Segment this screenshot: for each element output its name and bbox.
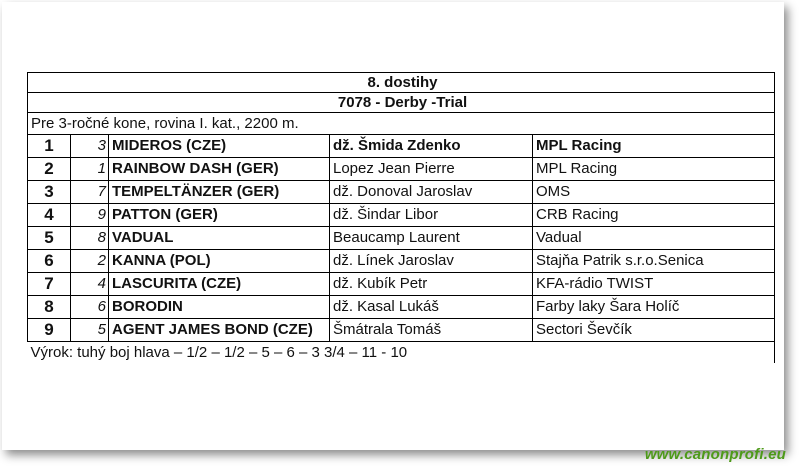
horse-name: LASCURITA (CZE) [109, 273, 330, 296]
owner-name: MPL Racing [533, 135, 775, 158]
start-number: 2 [71, 250, 109, 273]
race-conditions-row [28, 113, 775, 135]
jockey-name: dž. Šmida Zdenko [330, 135, 533, 158]
finish-place: 5 [28, 227, 71, 250]
jockey-name: dž. Šindar Libor [330, 204, 533, 227]
horse-name: TEMPELTÄNZER (GER) [109, 181, 330, 204]
margins-row [28, 342, 775, 364]
start-number: 4 [71, 273, 109, 296]
finish-place: 8 [28, 296, 71, 319]
horse-name: BORODIN [109, 296, 330, 319]
table-row [28, 227, 775, 250]
race-name-title: 7078 - Derby -Trial [28, 93, 775, 113]
table-row [28, 135, 775, 158]
race-number-row [28, 73, 775, 93]
owner-name: MPL Racing [533, 158, 775, 181]
jockey-name: Šmátrala Tomáš [330, 319, 533, 342]
horse-name: MIDEROS (CZE) [109, 135, 330, 158]
watermark-text: www.canonprofi.eu [644, 446, 786, 463]
finish-place: 3 [28, 181, 71, 204]
race-results-table [27, 72, 775, 363]
owner-name: CRB Racing [533, 204, 775, 227]
finish-place: 4 [28, 204, 71, 227]
horse-name: AGENT JAMES BOND (CZE) [109, 319, 330, 342]
jockey-name: Lopez Jean Pierre [330, 158, 533, 181]
race-number-title: 8. dostihy [28, 73, 775, 93]
owner-name: Sectori Ševčík [533, 319, 775, 342]
table-row [28, 250, 775, 273]
table-row [28, 158, 775, 181]
horse-name: KANNA (POL) [109, 250, 330, 273]
finish-place: 2 [28, 158, 71, 181]
start-number: 7 [71, 181, 109, 204]
finish-place: 6 [28, 250, 71, 273]
table-row [28, 204, 775, 227]
start-number: 9 [71, 204, 109, 227]
jockey-name: Beaucamp Laurent [330, 227, 533, 250]
owner-name: OMS [533, 181, 775, 204]
jockey-name: dž. Línek Jaroslav [330, 250, 533, 273]
start-number: 8 [71, 227, 109, 250]
horse-name: PATTON (GER) [109, 204, 330, 227]
jockey-name: dž. Kubík Petr [330, 273, 533, 296]
finish-margins: Výrok: tuhý boj hlava – 1/2 – 1/2 – 5 – 6 – 3 3/4 – 11 - 10 [28, 342, 775, 364]
table-row [28, 319, 775, 342]
table-row [28, 296, 775, 319]
start-number: 1 [71, 158, 109, 181]
owner-name: Stajňa Patrik s.r.o.Senica [533, 250, 775, 273]
horse-name: VADUAL [109, 227, 330, 250]
start-number: 5 [71, 319, 109, 342]
race-conditions: Pre 3-ročné kone, rovina I. kat., 2200 m. [28, 113, 775, 135]
horse-name: RAINBOW DASH (GER) [109, 158, 330, 181]
table-row [28, 273, 775, 296]
finish-place: 7 [28, 273, 71, 296]
finish-place: 9 [28, 319, 71, 342]
owner-name: Vadual [533, 227, 775, 250]
start-number: 6 [71, 296, 109, 319]
start-number: 3 [71, 135, 109, 158]
finish-place: 1 [28, 135, 71, 158]
race-name-row [28, 93, 775, 113]
owner-name: Farby laky Šara Holíč [533, 296, 775, 319]
owner-name: KFA-rádio TWIST [533, 273, 775, 296]
jockey-name: dž. Kasal Lukáš [330, 296, 533, 319]
jockey-name: dž. Donoval Jaroslav [330, 181, 533, 204]
table-row [28, 181, 775, 204]
